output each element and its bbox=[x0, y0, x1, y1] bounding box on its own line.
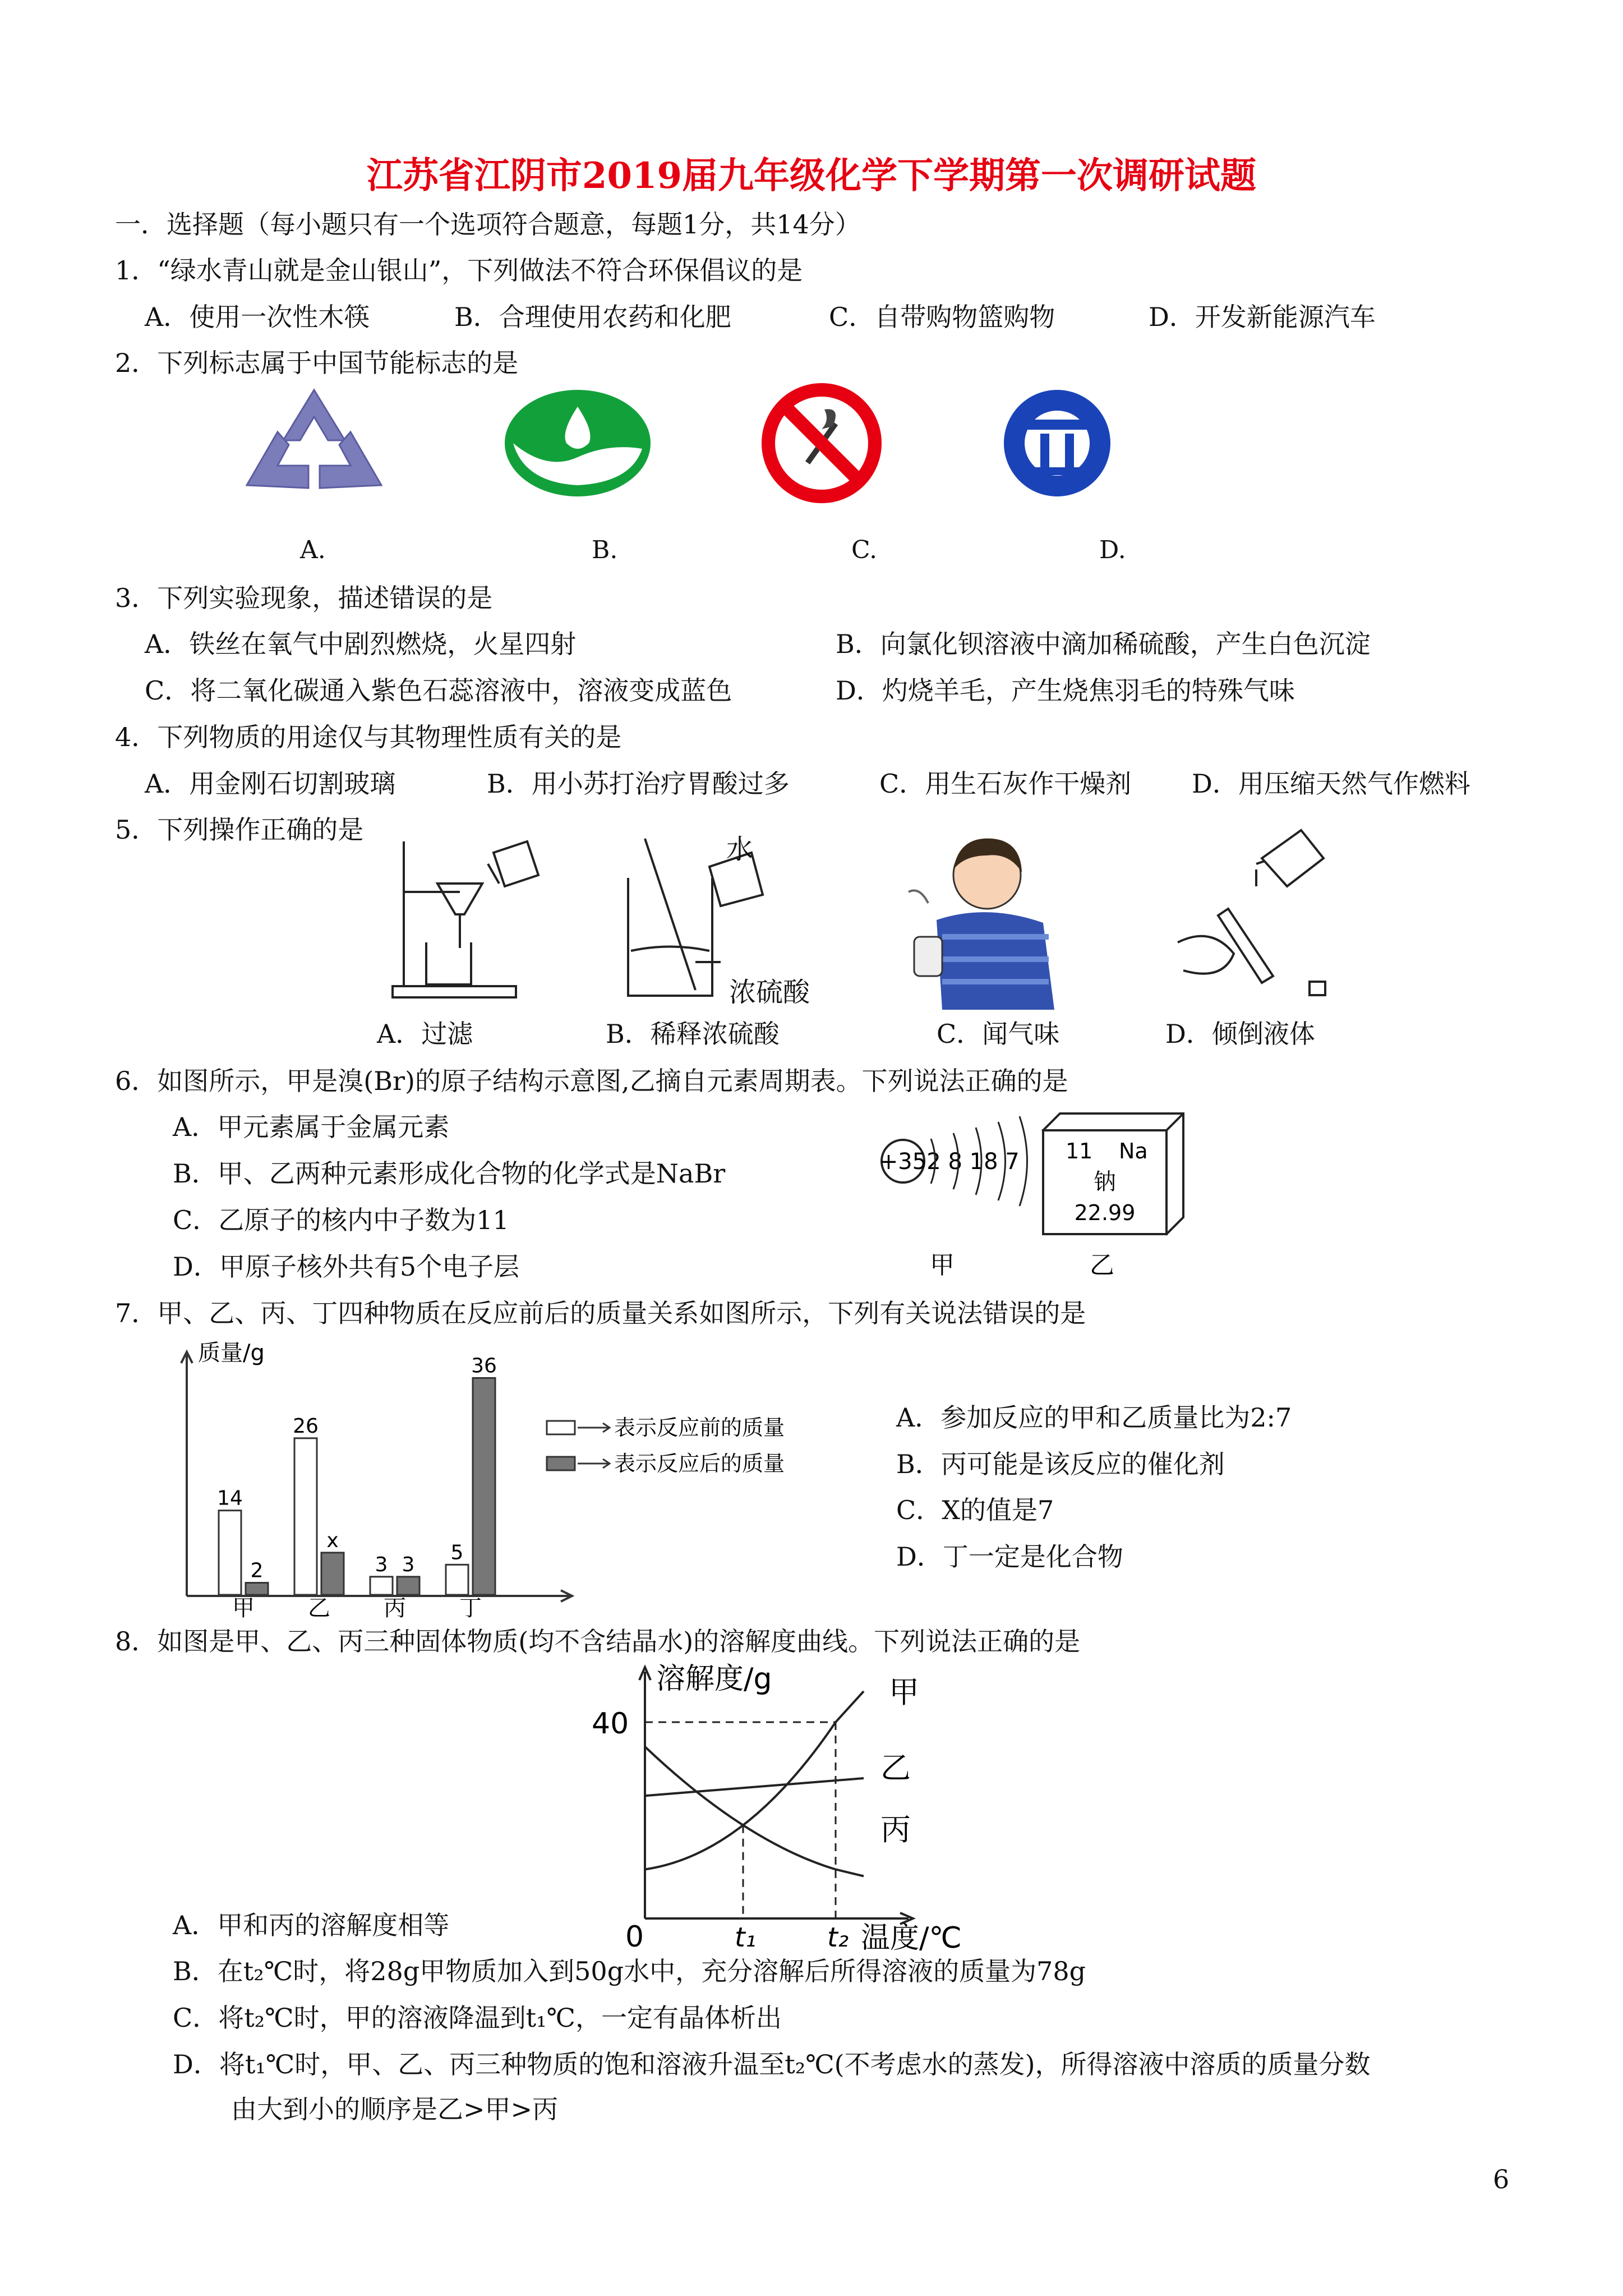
recycle-logo-icon bbox=[224, 384, 404, 502]
q8-option-b: B．在t₂℃时，将28g甲物质加入到50g水中，充分溶解后所得溶液的质量为78g bbox=[173, 1956, 1086, 1986]
q1-option-c: C．自带购物篮购物 bbox=[829, 302, 1055, 332]
label-yi: 乙 bbox=[1090, 1251, 1114, 1280]
bar-value-label: x bbox=[326, 1529, 339, 1552]
water-saving-logo-icon bbox=[502, 387, 653, 499]
q2-label-a: A. bbox=[300, 536, 326, 564]
solubility-curve-1 bbox=[645, 1778, 864, 1796]
bar-before-1 bbox=[294, 1438, 317, 1595]
bar-value-label: 3 bbox=[375, 1553, 388, 1576]
q5-option-c: C．闻气味 bbox=[937, 1019, 1060, 1049]
curve-name-label: 甲 bbox=[889, 1674, 919, 1710]
bar-legend bbox=[547, 1415, 785, 1476]
bar-before-0 bbox=[219, 1511, 241, 1595]
electron-shells: 2 8 18 7 bbox=[926, 1149, 1020, 1175]
water-label: 水 bbox=[726, 834, 754, 865]
q4-option-c: C．用生石灰作干燥剂 bbox=[879, 769, 1132, 799]
smelling-boy-image bbox=[875, 825, 1088, 1010]
q8-option-d: D．将t₁℃时，甲、乙、丙三种物质的饱和溶液升温至t₂℃(不考虑水的蒸发)，所得溶液中溶质的质量分数 bbox=[173, 2049, 1371, 2079]
atomic-mass: 22.99 bbox=[1074, 1200, 1136, 1225]
element-name: 钠 bbox=[1094, 1169, 1116, 1195]
q1-option-b: B．合理使用农药和化肥 bbox=[454, 302, 731, 332]
bar-value-label: 5 bbox=[450, 1541, 464, 1565]
q1-option-a: A．使用一次性木筷 bbox=[145, 302, 370, 332]
bar-category-label: 甲 bbox=[232, 1595, 255, 1621]
q8-stem: 8．如图是甲、乙、丙三种固体物质(均不含结晶水)的溶解度曲线。下列说法正确的是 bbox=[115, 1626, 1081, 1657]
bar-value-label: 26 bbox=[293, 1414, 319, 1438]
bar-category-label: 丁 bbox=[459, 1595, 482, 1621]
solubility-curve-chart bbox=[583, 1655, 1004, 1955]
sol-x-tick-t1: t₁ bbox=[735, 1922, 757, 1953]
bar-before-3 bbox=[446, 1565, 468, 1595]
bar-value-label: 3 bbox=[402, 1553, 415, 1576]
energy-saving-logo-icon bbox=[979, 386, 1136, 501]
element-symbol: Na bbox=[1119, 1139, 1148, 1163]
q3-option-a: A．铁丝在氧气中剧烈燃烧，火星四射 bbox=[145, 629, 577, 659]
q4-option-b: B．用小苏打治疗胃酸过多 bbox=[487, 769, 790, 799]
page-number: 6 bbox=[1493, 2164, 1510, 2194]
sol-origin: 0 bbox=[625, 1920, 644, 1954]
bar-after-3 bbox=[473, 1378, 495, 1595]
q2-label-c: C. bbox=[851, 536, 878, 564]
bar-after-2 bbox=[397, 1577, 419, 1595]
section-heading: 一．选择题（每小题只有一个选项符合题意，每题1分，共14分） bbox=[115, 209, 861, 240]
bar-after-0 bbox=[246, 1583, 268, 1595]
bar-value-label: 36 bbox=[471, 1354, 497, 1378]
bar-value-label: 14 bbox=[217, 1487, 243, 1510]
curve-name-label: 乙 bbox=[880, 1750, 911, 1786]
q6-option-a: A．甲元素属于金属元素 bbox=[173, 1112, 450, 1142]
bar-category-label: 乙 bbox=[308, 1595, 330, 1621]
q2-label-d: D. bbox=[1099, 536, 1126, 564]
q6-stem: 6．如图所示，甲是溴(Br)的原子结构示意图,乙摘自元素周期表。下列说法正确的是 bbox=[115, 1066, 1068, 1096]
q4-stem: 4．下列物质的用途仅与其物理性质有关的是 bbox=[115, 722, 622, 752]
sulfuric-acid-label: 浓硫酸 bbox=[729, 977, 810, 1008]
mass-bar-chart bbox=[165, 1332, 883, 1621]
q5-option-b: B．稀释浓硫酸 bbox=[606, 1019, 780, 1049]
q6-option-b: B．甲、乙两种元素形成化合物的化学式是NaBr bbox=[173, 1158, 726, 1189]
sol-x-tick-t2: t₂ bbox=[827, 1922, 849, 1953]
q2-label-b: B. bbox=[592, 536, 618, 564]
q4-option-d: D．用压缩天然气作燃料 bbox=[1192, 769, 1470, 799]
bar-chart-ylabel: 质量/g bbox=[198, 1340, 265, 1366]
q8-option-a: A．甲和丙的溶解度相等 bbox=[173, 1910, 450, 1940]
q8-option-c: C．将t₂℃时，甲的溶液降温到t₁℃，一定有晶体析出 bbox=[173, 2003, 782, 2033]
sol-ylabel: 溶解度/g bbox=[656, 1662, 772, 1696]
label-jia: 甲 bbox=[930, 1251, 955, 1280]
q1-option-d: D．开发新能源汽车 bbox=[1149, 302, 1376, 332]
q6-option-d: D．甲原子核外共有5个电子层 bbox=[173, 1251, 520, 1282]
q1-stem: 1．“绿水青山就是金山银山”，下列做法不符合环保倡议的是 bbox=[115, 255, 803, 286]
q4-option-a: A．用金刚石切割玻璃 bbox=[145, 769, 396, 799]
q5-stem: 5．下列操作正确的是 bbox=[115, 815, 364, 845]
page-title: 江苏省江阴市2019届九年级化学下学期第一次调研试题 bbox=[366, 155, 1257, 197]
q7-option-b: B．丙可能是该反应的催化剂 bbox=[896, 1449, 1225, 1479]
q7-option-a: A．参加反应的甲和乙质量比为2:7 bbox=[896, 1402, 1292, 1433]
curve-name-label: 丙 bbox=[880, 1812, 911, 1847]
bar-category-label: 丙 bbox=[384, 1595, 406, 1621]
q8-option-d-cont: 由大到小的顺序是乙>甲>丙 bbox=[231, 2094, 559, 2124]
q3-option-b: B．向氯化钡溶液中滴加稀硫酸，产生白色沉淀 bbox=[836, 629, 1371, 659]
bar-after-1 bbox=[321, 1553, 344, 1595]
pouring-liquid-image bbox=[1161, 819, 1340, 1004]
q3-stem: 3．下列实验现象，描述错误的是 bbox=[115, 583, 493, 613]
q7-stem: 7．甲、乙、丙、丁四种物质在反应前后的质量关系如图所示，下列有关说法错误的是 bbox=[115, 1298, 1086, 1328]
solubility-curve-2 bbox=[645, 1747, 864, 1876]
sodium-element-card bbox=[1038, 1108, 1189, 1293]
q6-option-c: C．乙原子的核内中子数为11 bbox=[173, 1205, 509, 1235]
sol-y-tick: 40 bbox=[592, 1707, 629, 1741]
q3-option-c: C．将二氧化碳通入紫色石蕊溶液中，溶液变成蓝色 bbox=[145, 675, 732, 706]
legend-after: 表示反应后的质量 bbox=[614, 1451, 785, 1476]
q5-option-a: A．过滤 bbox=[377, 1019, 473, 1049]
q7-option-d: D．丁一定是化合物 bbox=[896, 1542, 1123, 1572]
legend-before: 表示反应前的质量 bbox=[614, 1415, 785, 1440]
bar-before-2 bbox=[370, 1577, 393, 1595]
bar-value-label: 2 bbox=[250, 1559, 264, 1582]
sol-xlabel: 温度/℃ bbox=[861, 1921, 962, 1955]
nucleus-charge: +35 bbox=[879, 1149, 927, 1175]
q3-option-d: D．灼烧羊毛，产生烧焦羽毛的特殊气味 bbox=[836, 675, 1295, 706]
q7-option-c: C．X的值是7 bbox=[896, 1495, 1054, 1525]
q5-option-d: D．倾倒液体 bbox=[1165, 1019, 1315, 1049]
no-fire-logo-icon bbox=[740, 384, 903, 502]
atomic-number: 11 bbox=[1066, 1139, 1093, 1163]
q2-stem: 2．下列标志属于中国节能标志的是 bbox=[115, 348, 519, 378]
filtration-apparatus-image bbox=[381, 830, 566, 1004]
